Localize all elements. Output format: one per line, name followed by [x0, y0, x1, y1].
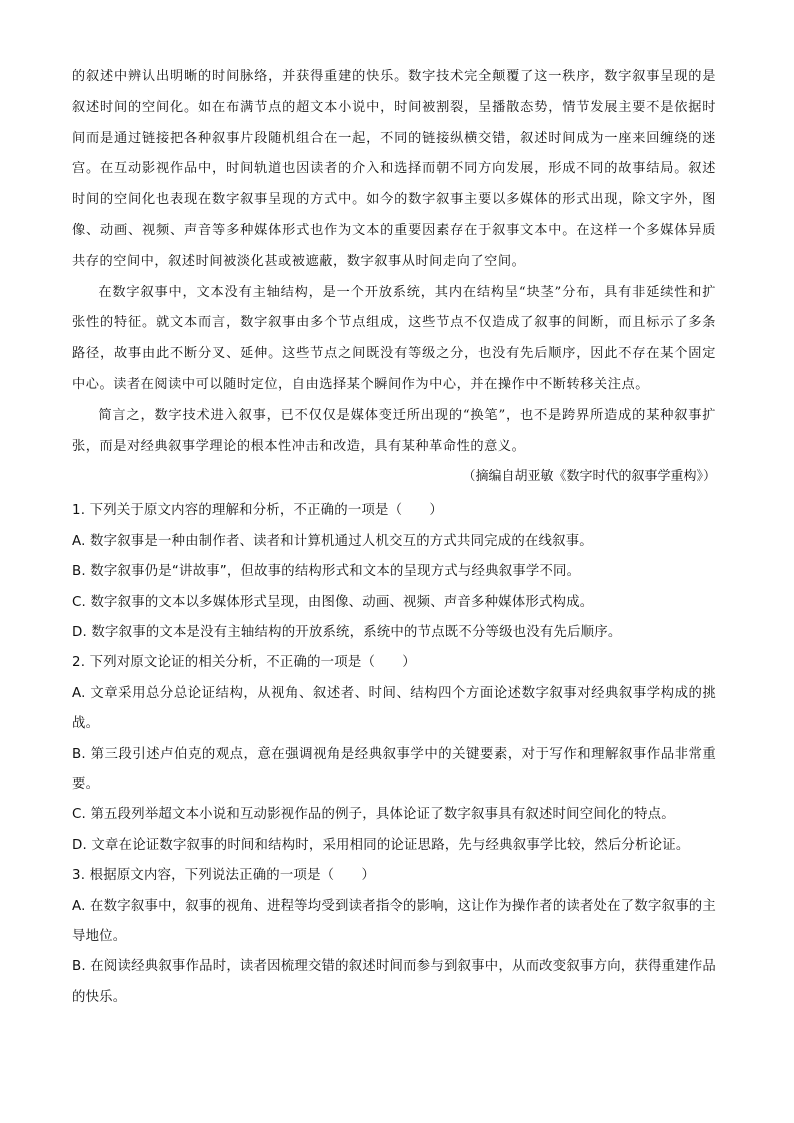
- question-list: [72, 496, 716, 1013]
- passage-paragraph-2: 在数字叙事中，文本没有主轴结构，是一个开放系统，其内在结构呈“块茎”分布，具有非延续性和扩张性的特征。就文本而言，数字叙事由多个节点组成，这些节点不仅造成了叙事的间断，而且标示了多条路径，故事由此不断分叉、延伸。这些节点之间既没有等级之分，也没有先后顺序，因此不存在某个固定中心。读者在阅读中可以随时定位，自由选择某个瞬间作为中心，并在操作中不断转移关注点。: [72, 284, 716, 392]
- question-stem: 1. 下列关于原文内容的理解和分析，不正确的一项是（ ）: [72, 503, 443, 519]
- option-a: A. 在数字叙事中，叙事的视角、进程等均受到读者指令的影响，这让作为操作者的读者处在了数字叙事的主导地位。: [72, 898, 716, 945]
- question-3: [72, 861, 716, 1013]
- document-page: [72, 62, 716, 1013]
- question-stem: 3. 根据原文内容，下列说法正确的一项是（ ）: [72, 868, 376, 884]
- question-2: [72, 648, 716, 861]
- option-c: C. 数字叙事的文本以多媒体形式呈现，由图像、动画、视频、声音多种媒体形式构成。: [72, 594, 594, 610]
- option-a: A. 文章采用总分总论证结构，从视角、叙述者、时间、结构四个方面论述数字叙事对经典叙事学构成的挑战。: [72, 685, 716, 732]
- reading-passage: [72, 62, 716, 462]
- option-b: B. 数字叙事仍是“讲故事”，但故事的结构形式和文本的呈现方式与经典叙事学不同。: [72, 564, 581, 580]
- option-b: B. 第三段引述卢伯克的观点，意在强调视角是经典叙事学中的关键要素，对于写作和理解叙事作品非常重要。: [72, 746, 716, 793]
- option-d: D. 文章在论证数字叙事的时间和结构时，采用相同的论证思路，先与经典叙事学比较，然后分析论证。: [72, 837, 690, 853]
- passage-source: （摘编自胡亚敏《数字时代的叙事学重构》）: [462, 469, 716, 485]
- question-1: [72, 496, 716, 648]
- option-b: B. 在阅读经典叙事作品时，读者因梳理交错的叙述时间而参与到叙事中，从而改变叙事方向，获得重建作品的快乐。: [72, 959, 716, 1005]
- passage-paragraph-3: 简言之，数字技术进入叙事，已不仅仅是媒体变迁所出现的“换笔”，也不是跨界所造成的某种叙事扩张，而是对经典叙事学理论的根本性冲击和改造，具有某种革命性的意义。: [72, 407, 716, 454]
- option-d: D. 数字叙事的文本是没有主轴结构的开放系统，系统中的节点既不分等级也没有先后顺序。: [72, 624, 622, 640]
- option-a: A. 数字叙事是一种由制作者、读者和计算机通过人机交互的方式共同完成的在线叙事。: [72, 533, 593, 549]
- passage-paragraph-1: 的叙述中辨认出明晰的时间脉络，并获得重建的快乐。数字技术完全颠覆了这一秩序，数字叙事呈现的是叙述时间的空间化。如在布满节点的超文本小说中，时间被割裂，呈播散态势，情节发展主要不是依据时间而是通过链接把各种叙事片段随机组合在一起，不同的链接纵横交错，叙述时间成为一座来回缠绕的迷宫。在互动影视作品中，时间轨道也因读者的介入和选择而朝不同方向发展，形成不同的故事结局。叙述时间的空间化也表现在数字叙事呈现的方式中。如今的数字叙事主要以多媒体的形式出现，除文字外，图像、动画、视频、声音等多种媒体形式也作为文本的重要因素存在于叙事文本中。在这样一个多媒体异质共存的空间中，叙述时间被淡化甚或被遮蔽，数字叙事从时间走向了空间。: [72, 69, 716, 269]
- question-stem: 2. 下列对原文论证的相关分析，不正确的一项是（ ）: [72, 655, 416, 671]
- option-c: C. 第五段列举超文本小说和互动影视作品的例子，具体论证了数字叙事具有叙述时间空间化的特点。: [72, 807, 675, 823]
